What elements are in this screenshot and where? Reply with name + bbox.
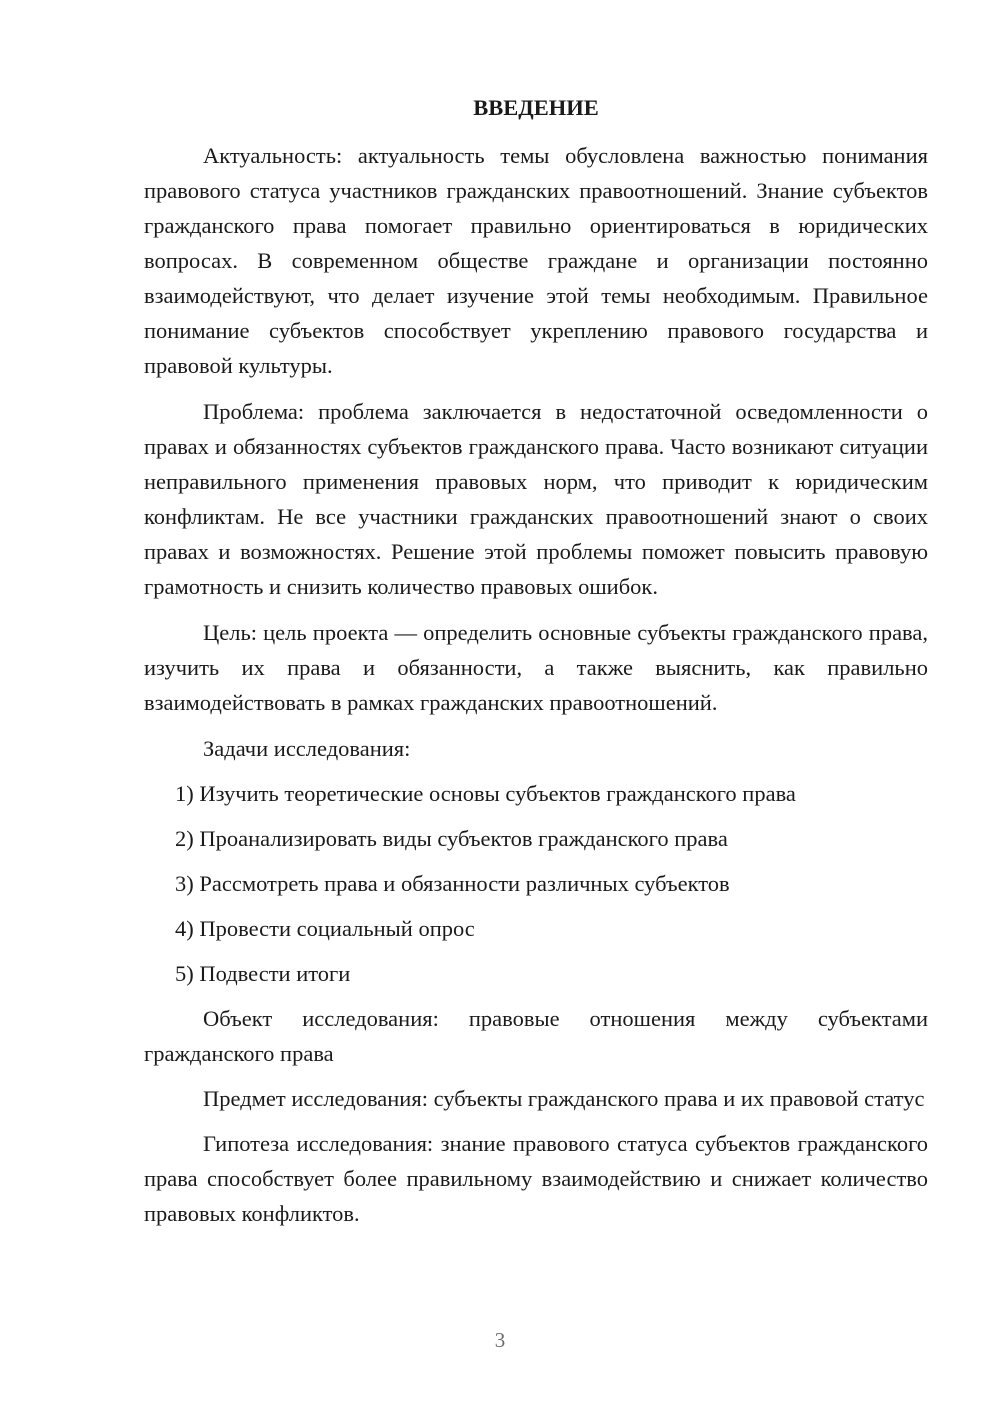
task-item-5: 5) Подвести итоги (175, 961, 351, 986)
object-paragraph: Объект исследования: правовые отношения между субъектами гражданского права (144, 1006, 928, 1066)
section-heading: ВВЕДЕНИЕ (473, 95, 599, 120)
tasks-title: Задачи исследования: (203, 736, 411, 761)
task-item-1: 1) Изучить теоретические основы субъектов гражданского права (175, 781, 796, 806)
tasks-list (144, 776, 928, 991)
document-page (144, 88, 928, 1242)
subject-paragraph: Предмет исследования: субъекты гражданского права и их правовой статус (203, 1086, 925, 1111)
relevance-paragraph: Актуальность: актуальность темы обусловлена важностью понимания правового статуса участников гражданских правоотношений. Знание субъектов гражданского права помогает правильно ориентироваться в юридических вопросах. В современном обществе граждане и организации постоянно взаимодействуют, что делает изучение этой темы необходимым. Правильное понимание субъектов способствует укреплению правового государства и правовой культуры. (144, 143, 928, 378)
hypothesis-paragraph: Гипотеза исследования: знание правового статуса субъектов гражданского права способствует более правильному взаимодействию и снижает количество правовых конфликтов. (144, 1131, 928, 1226)
task-item-2: 2) Проанализировать виды субъектов гражданского права (175, 826, 728, 851)
problem-paragraph: Проблема: проблема заключается в недостаточной осведомленности о правах и обязанностях субъектов гражданского права. Часто возникают ситуации неправильного применения правовых норм, что приводит к юридическим конфликтам. Не все участники гражданских правоотношений знают о своих правах и возможностях. Решение этой проблемы поможет повысить правовую грамотность и снизить количество правовых ошибок. (144, 399, 928, 599)
task-item-3: 3) Рассмотреть права и обязанности различных субъектов (175, 871, 730, 896)
page-number: 3 (494, 1328, 506, 1352)
task-item-4: 4) Провести социальный опрос (175, 916, 475, 941)
goal-paragraph: Цель: цель проекта — определить основные субъекты гражданского права, изучить их права и обязанности, а также выяснить, как правильно взаимодействовать в рамках гражданских правоотношений. (144, 620, 928, 715)
